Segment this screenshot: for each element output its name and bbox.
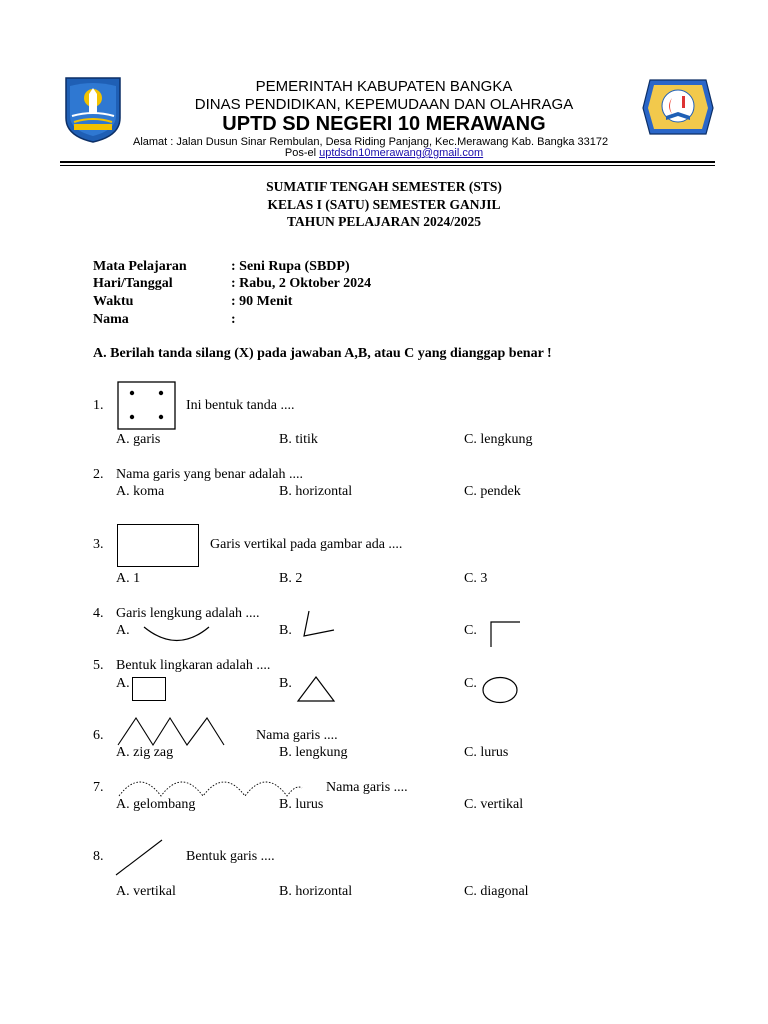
letterhead-school-name: UPTD SD NEGERI 10 MERAWANG — [222, 113, 546, 135]
q1-option-a[interactable]: A. garis — [116, 432, 161, 447]
exam-title-1: SUMATIF TENGAH SEMESTER (STS) — [266, 179, 502, 194]
email-prefix: Pos-el — [284, 147, 320, 159]
q2-option-c[interactable]: C. pendek — [464, 484, 521, 499]
q3-option-b[interactable]: B. 2 — [279, 571, 303, 586]
q2-option-b[interactable]: B. horizontal — [279, 484, 353, 499]
q8-option-c[interactable]: C. diagonal — [464, 884, 529, 899]
q8-option-b[interactable]: B. horizontal — [279, 884, 353, 899]
exam-title-3: TAHUN PELAJARAN 2024/2025 — [286, 214, 481, 229]
q4-option-a[interactable]: A. — [116, 623, 130, 638]
q7-option-b[interactable]: B. lurus — [279, 797, 324, 812]
q5-circle-figure — [481, 676, 519, 704]
q3-rectangle-figure — [117, 524, 199, 567]
q5-option-a[interactable]: A. — [116, 676, 130, 691]
info-value-subject: : Seni Rupa (SBDP) — [231, 259, 350, 274]
question-6-text: Nama garis .... — [256, 728, 338, 743]
q5-option-b[interactable]: B. — [279, 676, 292, 691]
q6-option-c[interactable]: C. lurus — [464, 745, 509, 760]
q3-option-c[interactable]: C. 3 — [464, 571, 488, 586]
section-a-instruction: A. Berilah tanda silang (X) pada jawaban A,B, atau C yang dianggap benar ! — [93, 346, 552, 361]
letterhead-email-line — [0, 147, 768, 159]
info-value-date: : Rabu, 2 Oktober 2024 — [231, 276, 372, 291]
email-link[interactable]: uptdsdn10merawang@gmail.com — [319, 147, 484, 159]
info-value-name: : — [231, 312, 236, 327]
q4-angle-figure — [300, 610, 336, 640]
q4-option-b[interactable]: B. — [279, 623, 292, 638]
letterhead-divider — [60, 161, 715, 166]
letterhead-line-2: DINAS PENDIDIKAN, KEPEMUDAAN DAN OLAHRAGA — [194, 96, 574, 113]
exam-title-2: KELAS I (SATU) SEMESTER GANJIL — [267, 197, 501, 212]
info-label-subject: Mata Pelajaran — [93, 259, 187, 274]
q8-option-a[interactable]: A. vertikal — [116, 884, 176, 899]
question-8-number: 8. — [93, 849, 104, 864]
q6-zigzag-figure — [116, 714, 240, 748]
question-7-number: 7. — [93, 780, 104, 795]
q6-option-b[interactable]: B. lengkung — [279, 745, 348, 760]
question-1-number: 1. — [93, 398, 104, 413]
question-2-text: Nama garis yang benar adalah .... — [116, 467, 303, 482]
q2-option-a[interactable]: A. koma — [116, 484, 165, 499]
question-3-text: Garis vertikal pada gambar ada .... — [210, 537, 403, 552]
q6-option-a[interactable]: A. zig zag — [116, 745, 174, 760]
question-5-text: Bentuk lingkaran adalah .... — [116, 658, 271, 673]
info-value-time: : 90 Menit — [231, 294, 293, 309]
q4-option-c[interactable]: C. — [464, 623, 477, 638]
info-label-date: Hari/Tanggal — [93, 276, 173, 291]
letterhead-line-1: PEMERINTAH KABUPATEN BANGKA — [255, 78, 513, 95]
q8-diagonal-figure — [114, 838, 164, 878]
info-label-name: Nama — [93, 312, 129, 327]
question-2-number: 2. — [93, 467, 104, 482]
question-6-number: 6. — [93, 728, 104, 743]
info-label-time: Waktu — [93, 294, 134, 309]
letterhead-address: Alamat : Jalan Dusun Sinar Rembulan, Desa Riding Panjang, Kec.Merawang Kab. Bangka 33172 — [133, 136, 609, 148]
question-4-text: Garis lengkung adalah .... — [116, 606, 260, 621]
q5-square-figure — [132, 677, 166, 701]
q1-option-b[interactable]: B. titik — [279, 432, 318, 447]
q5-option-c[interactable]: C. — [464, 676, 477, 691]
q5-triangle-figure — [296, 675, 336, 703]
question-7-text: Nama garis .... — [326, 780, 408, 795]
q1-dots-figure — [117, 381, 177, 431]
question-4-number: 4. — [93, 606, 104, 621]
q4-corner-figure — [488, 619, 524, 649]
q7-option-c[interactable]: C. vertikal — [464, 797, 524, 812]
question-8-text: Bentuk garis .... — [186, 849, 275, 864]
q3-option-a[interactable]: A. 1 — [116, 571, 141, 586]
q7-option-a[interactable]: A. gelombang — [116, 797, 196, 812]
question-3-number: 3. — [93, 537, 104, 552]
question-5-number: 5. — [93, 658, 104, 673]
q4-curve-figure — [142, 624, 212, 644]
q1-option-c[interactable]: C. lengkung — [464, 432, 533, 447]
question-1-text: Ini bentuk tanda .... — [186, 398, 295, 413]
